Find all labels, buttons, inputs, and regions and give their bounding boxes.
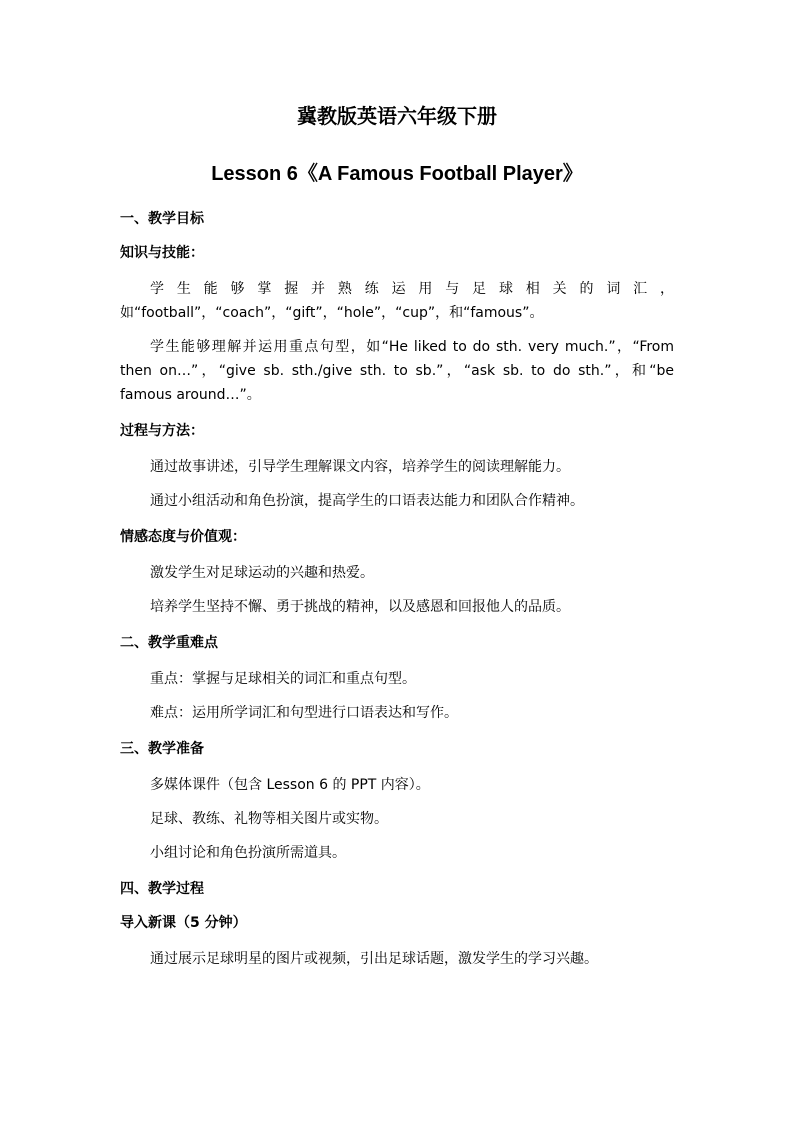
paragraph: 难点：运用所学词汇和句型进行口语表达和写作。 [150,705,458,721]
paragraph: 培养学生坚持不懈、勇于挑战的精神，以及感恩和回报他人的品质。 [150,599,570,615]
paragraph: 足球、教练、礼物等相关图片或实物。 [150,811,388,827]
subheading-knowledge: 知识与技能： [120,245,204,261]
lesson-title: Lesson 6《A Famous Football Player》 [211,163,583,185]
paragraph: 小组讨论和角色扮演所需道具。 [150,845,346,861]
paragraph: 通过故事讲述，引导学生理解课文内容，培养学生的阅读理解能力。 [150,459,570,475]
paragraph: 多媒体课件（包含 Lesson 6 的 PPT 内容）。 [150,777,430,793]
section-heading-process: 四、教学过程 [120,881,204,897]
section-heading-objectives: 一、教学目标 [120,211,204,227]
subheading-intro: 导入新课（5 分钟） [120,915,247,931]
paragraph: 激发学生对足球运动的兴趣和热爱。 [150,565,374,581]
paragraph: 通过小组活动和角色扮演，提高学生的口语表达能力和团队合作精神。 [150,493,584,509]
section-heading-preparation: 三、教学准备 [120,741,204,757]
subheading-process: 过程与方法： [120,423,204,439]
paragraph: 学生能够掌握并熟练运用与足球相关的词汇，如“football”，“coach”，“gift”，“hole”，“cup”，和“famous”。 [120,281,674,321]
subheading-emotion: 情感态度与价值观： [120,529,246,545]
paragraph: 通过展示足球明星的图片或视频，引出足球话题，激发学生的学习兴趣。 [150,951,598,967]
document-title: 冀教版英语六年级下册 [297,104,497,128]
paragraph: 学生能够理解并运用重点句型，如“He liked to do sth. very much.”，“From then on…”，“give sb. sth./give sth. to sb.”，“ask sb. to do sth.”，和“be famous around…”。 [120,339,674,403]
paragraph: 重点：掌握与足球相关的词汇和重点句型。 [150,671,416,687]
section-heading-key-points: 二、教学重难点 [120,635,218,651]
